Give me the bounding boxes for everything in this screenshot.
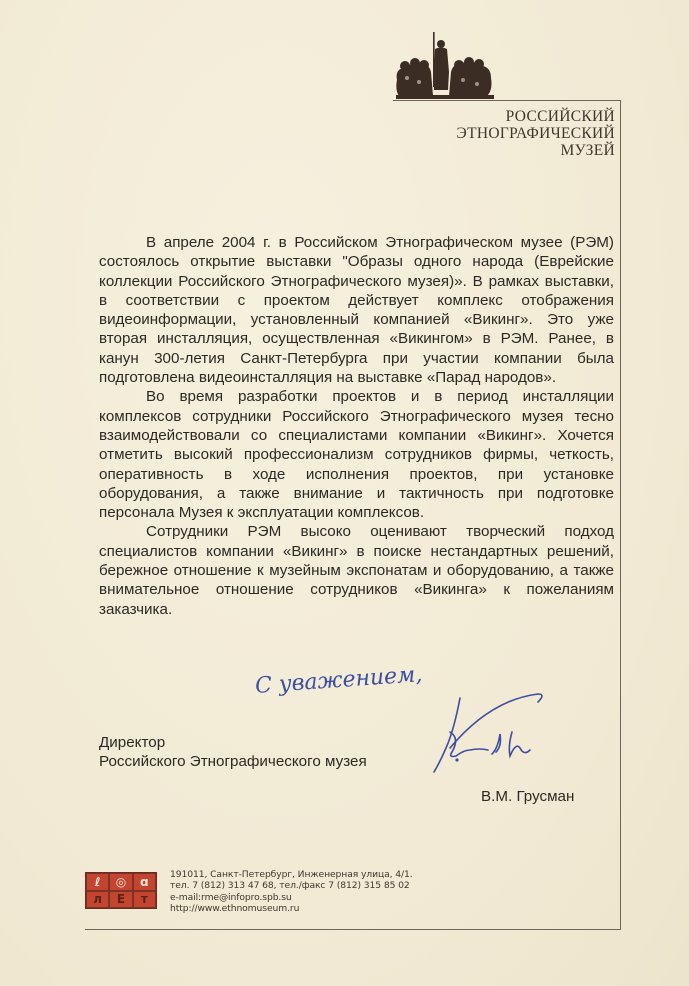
paragraph: Во время разработки проектов и в период инсталляции комплексов сотрудники Российского Этнографического музея тесно взаимодействовали со специалистами компании «Викинг». Хочется отметить высокий профессионализм сотрудников фирмы, четкость, оперативность в ходе исполнения проектов, при установке оборудования, а также внимание и тактичность при подготовке персонала Музея к эксплуатации комплексов. xyxy=(99,388,614,522)
paragraph: В апреле 2004 г. в Российском Этнографическом музее (РЭМ) состоялось открытие выставки "Образы одного народа (Еврейские коллекции Российского Этнографического музея)». В рамках выставки, в соответствии с проектом действует комплекс отображения видеоинформации, установленный компанией «Викинг». Это уже вторая инсталляция, осуществленная «Викингом» в РЭМ. Ранее, в канун 300-летия Санкт-Петербурга при участии компании была подготовлена видеоинсталляция на выставке «Парад народов». xyxy=(99,234,614,387)
museum-emblem-icon xyxy=(393,32,498,102)
museum-logo xyxy=(85,872,157,909)
signatory-title xyxy=(99,733,367,771)
paragraph: Сотрудники РЭМ высоко оценивают творческий подход специалистов компании «Викинг» в поиске нестандартных решений, бережное отношение к музейным экспонатам и оборудованию, а также внимательное отношение сотрудников «Викинга» к пожеланиям заказчика. xyxy=(99,523,614,618)
logo-glyph: Е xyxy=(109,891,132,909)
logo-glyph: ℓ xyxy=(86,873,109,891)
museum-name-line: РОССИЙСКИЙ xyxy=(505,108,615,125)
frame-bottom-line xyxy=(85,929,621,930)
logo-glyph: ɑ xyxy=(133,873,156,891)
signatory-name: В.М. Грусман xyxy=(481,788,575,805)
museum-name xyxy=(457,108,615,159)
signature-icon xyxy=(420,690,550,780)
logo-glyph: т xyxy=(133,891,156,909)
contact-info xyxy=(170,869,413,914)
logo-glyph: л xyxy=(86,891,109,909)
museum-name-line: ЭТНОГРАФИЧЕСКИЙ xyxy=(456,125,615,142)
letter-body xyxy=(99,233,614,619)
logo-glyph: ◎ xyxy=(109,873,132,891)
signatory-organization: Российского Этнографического музея xyxy=(99,753,367,770)
website-link[interactable]: http://www.ethnomuseum.ru xyxy=(170,902,300,914)
handwritten-closing: С уважением, xyxy=(254,662,424,699)
signatory-position: Директор xyxy=(99,734,166,751)
museum-name-line: МУЗЕЙ xyxy=(560,142,615,159)
phone: тел. 7 (812) 313 47 68, тел./факс 7 (812) 315 85 02 xyxy=(170,880,410,892)
address: 191011, Санкт-Петербург, Инженерная улица, 4/1. xyxy=(170,869,413,880)
frame-right-line xyxy=(620,100,621,930)
email-link[interactable]: e-mail:rme@infopro.spb.su xyxy=(170,891,292,903)
